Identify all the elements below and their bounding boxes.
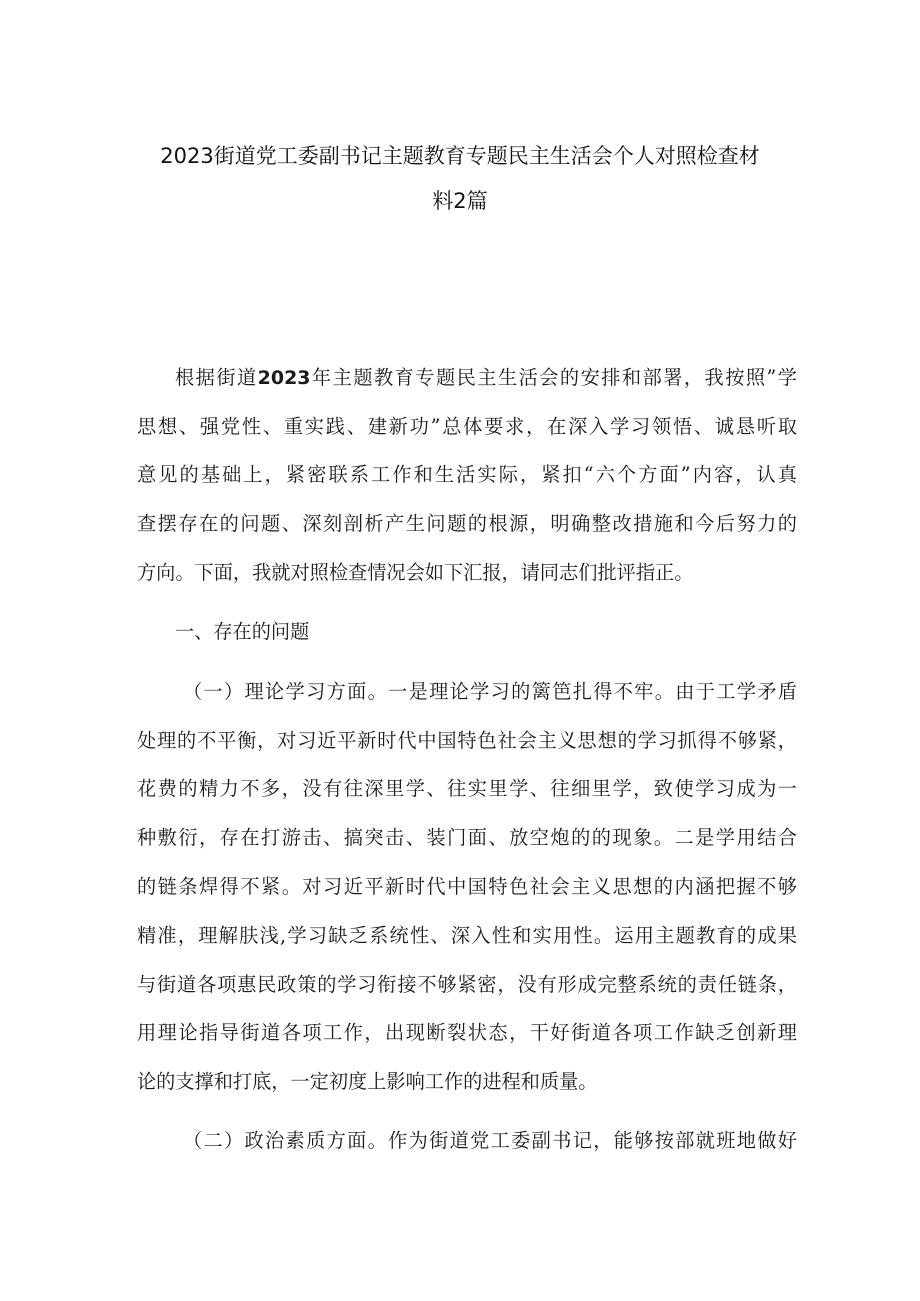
document-title-line-2: 料2篇 [432,189,488,213]
document-title-line-1: 2023街道党工委副书记主题教育专题民主生活会个人对照检查材 [160,144,760,168]
section-heading-problems: 一、存在的问题 [175,620,310,643]
para1-line-8: 用理论指导街道各项工作，出现断裂状态，干好街道各项工作缺乏创新理 [137,1021,797,1044]
intro-line-2: 思想、强党性、重实践、建新功”总体要求，在深入学习领悟、诚恳听取 [137,415,797,438]
intro-text: 年主题教育专题民主生活会的安排和部署，我按照”学 [310,366,797,389]
para1-line-7: 与街道各项惠民政策的学习衔接不够紧密，没有形成完整系统的责任链条， [137,973,797,996]
para1-line-6: 精准，理解肤浅,学习缺乏系统性、深入性和实用性。运用主题教育的成果 [137,924,797,947]
para2-line-1: （二）政治素质方面。作为街道党工委副书记，能够按部就班地做好 [183,1129,797,1152]
para1-line-1: （一）理论学习方面。一是理论学习的篱笆扎得不牢。由于工学矛盾 [183,680,797,703]
para1-line-3: 花费的精力不多，没有往深里学、往实里学、往细里学，致使学习成为一 [137,777,797,800]
para1-line-4: 种敷衍，存在打游击、搞突击、装门面、放空炮的的现象。二是学用结合 [137,826,797,849]
para1-line-9: 论的支撑和打底，一定初度上影响工作的进程和质量。 [137,1070,598,1093]
intro-line-4: 查摆存在的问题、深刻剖析产生问题的根源，明确整改措施和今后努力的 [137,512,797,535]
intro-line-5: 方向。下面，我就对照检查情况会如下汇报，请同志们批评指正。 [137,561,694,584]
intro-text: 根据街道 [175,366,258,389]
intro-year: 2023 [257,367,311,389]
intro-line-1 [175,366,797,390]
intro-line-3: 意见的基础上，紧密联系工作和生活实际，紧扣“六个方面”内容，认真 [137,463,797,486]
para1-line-5: 的链条焊得不紧。对习近平新时代中国特色社会主义思想的内涵把握不够 [137,875,797,898]
para1-line-2: 处理的不平衡，对习近平新时代中国特色社会主义思想的学习抓得不够紧， [137,729,797,752]
